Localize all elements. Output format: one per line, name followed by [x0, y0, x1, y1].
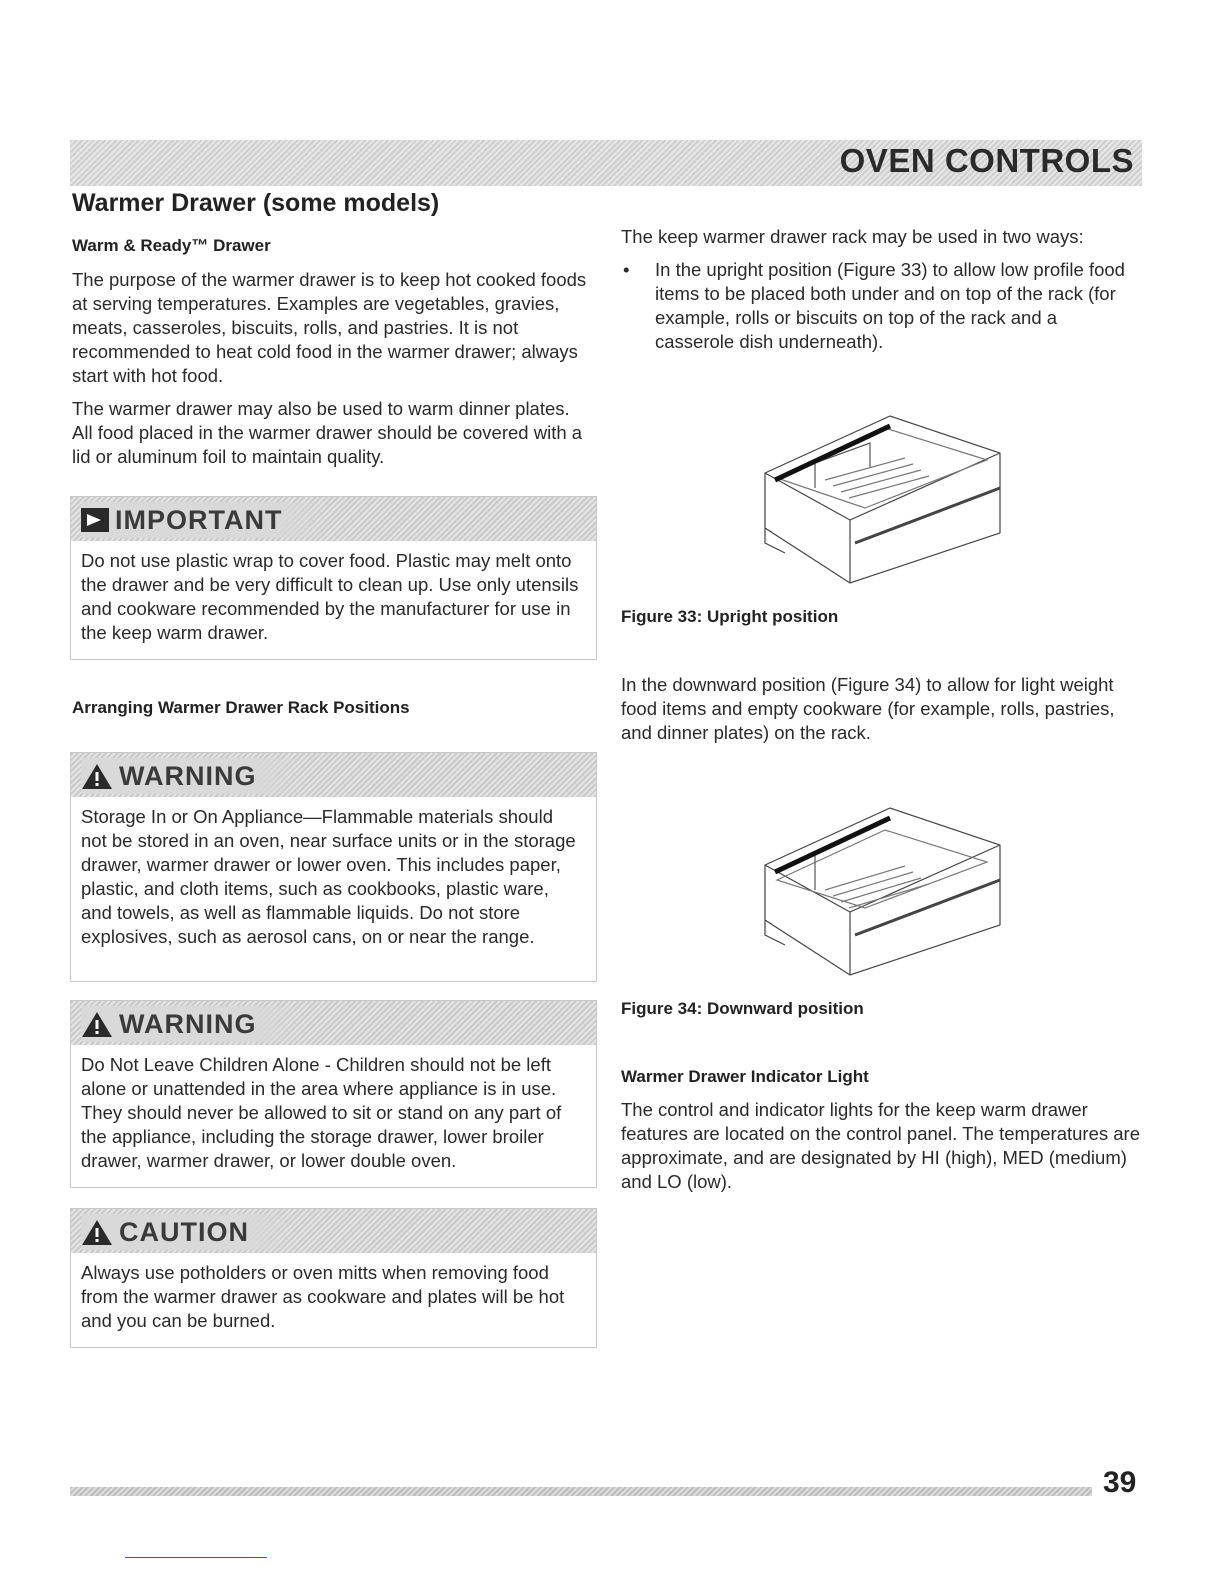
- caution-header: [71, 1209, 596, 1253]
- warm-ready-heading: Warm & Ready™ Drawer: [72, 236, 271, 255]
- warning-header: [71, 1001, 596, 1045]
- rack-intro: The keep warmer drawer rack may be used in two ways:: [621, 226, 1084, 247]
- warning-triangle-icon: [81, 762, 113, 790]
- warm-ready-paragraph-1: The purpose of the warmer drawer is to keep hot cooked foods at serving temperatures. Examples are vegetables, gravies, meats, casseroles, biscuits, rolls, and pastries. It is not recommended to heat cold food in the warmer drawer; always start with hot food.: [72, 269, 587, 386]
- page-title: Warmer Drawer (some models): [72, 189, 440, 217]
- important-text: Do not use plastic wrap to cover food. Plastic may melt onto the drawer and be very difficult to clean up. Use only utensils and cookware recommended by the manufacturer for use in the keep warm drawer.: [81, 550, 579, 643]
- warning-storage-text: Storage In or On Appliance—Flammable materials should not be stored in an oven, near surface units or in the storage drawer, warmer drawer or lower oven. This includes paper, plastic, and cloth items, such as cookbooks, plastic ware, and towels, as well as flammable liquids. Do not store explosives, such as aerosol cans, on or near the range.: [81, 806, 576, 947]
- arrow-icon: [81, 508, 109, 532]
- caution-label: CAUTION: [119, 1216, 249, 1247]
- bottom-divider: [125, 1557, 267, 1558]
- warning-children-text: Do Not Leave Children Alone - Children should not be left alone or unattended in the area where appliance is in use. They should never be allowed to sit or stand on any part of the appliance, including the storage drawer, lower broiler drawer, warmer drawer, or lower double oven.: [81, 1054, 562, 1171]
- rack-position-list: [621, 258, 1141, 354]
- downward-position-text: In the downward position (Figure 34) to allow for light weight food items and empty cookware (for example, rolls, pastries, and dinner plates) on the rack.: [621, 674, 1115, 743]
- page-number: 39: [1103, 1466, 1137, 1499]
- figure-33-caption: Figure 33: Upright position: [621, 607, 839, 626]
- warning-label: WARNING: [119, 1008, 257, 1039]
- warning-label: WARNING: [119, 760, 257, 791]
- indicator-light-text: The control and indicator lights for the keep warm drawer features are located on the control panel. The temperatures are approximate, and are designated by HI (high), MED (medium) and LO (low).: [621, 1099, 1141, 1192]
- warning-header: [71, 753, 596, 797]
- warning-triangle-icon: [81, 1010, 113, 1038]
- important-header: [71, 497, 596, 541]
- footer-bar: [70, 1487, 1092, 1496]
- important-notice: [70, 496, 597, 660]
- section-banner: [70, 140, 1142, 186]
- section-banner-title: OVEN CONTROLS: [839, 142, 1134, 179]
- indicator-light-heading: Warmer Drawer Indicator Light: [621, 1067, 869, 1086]
- important-label: IMPORTANT: [115, 504, 283, 535]
- list-item: • In the upright position (Figure 33) to allow low profile food items to be placed both under and on top of the rack (for example, rolls or biscuits on top of the rack and a casserole dish underneath).: [621, 258, 1141, 354]
- warning-notice-storage: [70, 752, 597, 982]
- downward-rack-figure: [755, 800, 1015, 985]
- caution-text: Always use potholders or oven mitts when removing food from the warmer drawer as cookware and plates will be hot and you can be burned.: [81, 1262, 565, 1331]
- caution-notice: [70, 1208, 597, 1348]
- warning-triangle-icon: [81, 1218, 113, 1246]
- warm-ready-paragraph-2: The warmer drawer may also be used to warm dinner plates. All food placed in the warmer drawer should be covered with a lid or aluminum foil to maintain quality.: [72, 398, 583, 467]
- arranging-rack-heading: Arranging Warmer Drawer Rack Positions: [72, 698, 410, 717]
- upright-rack-figure: [755, 408, 1015, 593]
- figure-34-caption: Figure 34: Downward position: [621, 999, 864, 1018]
- warning-notice-children: [70, 1000, 597, 1188]
